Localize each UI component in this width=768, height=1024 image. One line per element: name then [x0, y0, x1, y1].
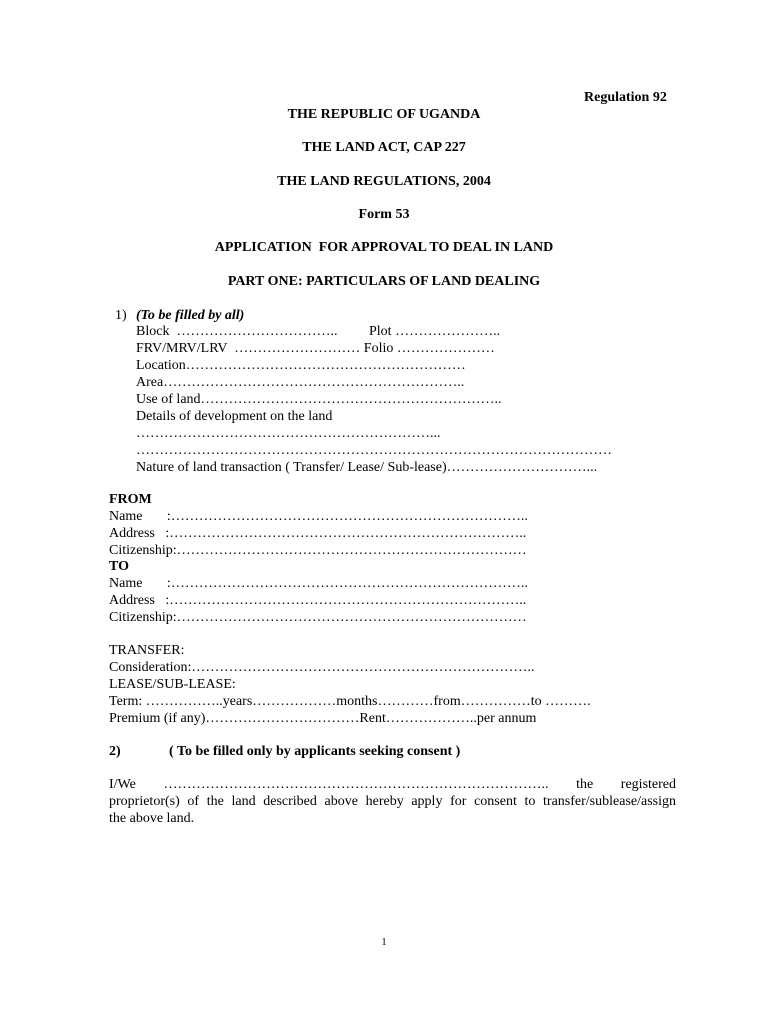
section1-instruction: (To be filled by all) — [136, 308, 245, 323]
from-name-field[interactable]: Name :………………………………………………………………….. — [109, 509, 528, 524]
block-field[interactable]: Block …………………………….. — [136, 324, 338, 339]
lease-heading: LEASE/SUB-LEASE: — [109, 677, 236, 692]
act-heading: THE LAND ACT, CAP 227 — [302, 140, 466, 155]
term-field[interactable]: Term: ……………..years………………months…………from……………to ………. — [109, 694, 591, 709]
details-label: Details of development on the land — [136, 409, 333, 424]
to-name-field[interactable]: Name :………………………………………………………………….. — [109, 576, 528, 591]
form-number: Form 53 — [358, 207, 410, 222]
regulations-heading: THE LAND REGULATIONS, 2004 — [277, 174, 491, 189]
plot-field[interactable]: Plot ………………….. — [369, 324, 501, 339]
page-number: 1 — [381, 936, 387, 948]
premium-rent-field[interactable]: Premium (if any)……………………………Rent………………..per annum — [109, 711, 537, 726]
section1-number: 1) — [115, 308, 127, 323]
to-heading: TO — [109, 559, 129, 574]
from-address-field[interactable]: Address :………………………………………………………………….. — [109, 526, 527, 541]
consent-paragraph-line-2: proprietor(s) of the land described above hereby apply for consent to transfer/sublease/assign — [109, 794, 676, 809]
part-title: PART ONE: PARTICULARS OF LAND DEALING — [227, 274, 541, 289]
nature-of-transaction-field[interactable]: Nature of land transaction ( Transfer/ Lease/ Sub-lease)…………………………... — [136, 460, 598, 475]
section2-number: 2) — [109, 744, 121, 759]
from-heading: FROM — [109, 492, 152, 507]
to-address-field[interactable]: Address :………………………………………………………………….. — [109, 593, 527, 608]
republic-heading: THE REPUBLIC OF UGANDA — [287, 107, 481, 122]
details-line-1[interactable]: ………………………………………………………... — [136, 426, 441, 441]
consent-paragraph-line-3: the above land. — [109, 811, 195, 826]
to-citizenship-field[interactable]: Citizenship:………………………………………………………………… — [109, 610, 527, 625]
transfer-heading: TRANSFER: — [109, 643, 185, 658]
location-field[interactable]: Location…………………………………………………… — [136, 358, 466, 373]
use-of-land-field[interactable]: Use of land……………………………………………………….. — [136, 392, 502, 407]
area-field[interactable]: Area……………………………………………………….. — [136, 375, 465, 390]
from-citizenship-field[interactable]: Citizenship:………………………………………………………………… — [109, 543, 527, 558]
consideration-field[interactable]: Consideration:……………………………………………………………….. — [109, 660, 535, 675]
consent-paragraph-line-1[interactable]: I/We ……………………………………………………………………….. the registered — [109, 777, 676, 792]
details-line-2[interactable]: ………………………………………………………………………………………… — [136, 443, 612, 458]
application-title: APPLICATION FOR APPROVAL TO DEAL IN LAND — [214, 240, 554, 255]
section2-instruction: ( To be filled only by applicants seeking consent ) — [169, 744, 461, 759]
regulation-number: Regulation 92 — [584, 90, 667, 105]
frv-folio-field[interactable]: FRV/MRV/LRV ……………………… Folio ………………… — [136, 341, 495, 356]
